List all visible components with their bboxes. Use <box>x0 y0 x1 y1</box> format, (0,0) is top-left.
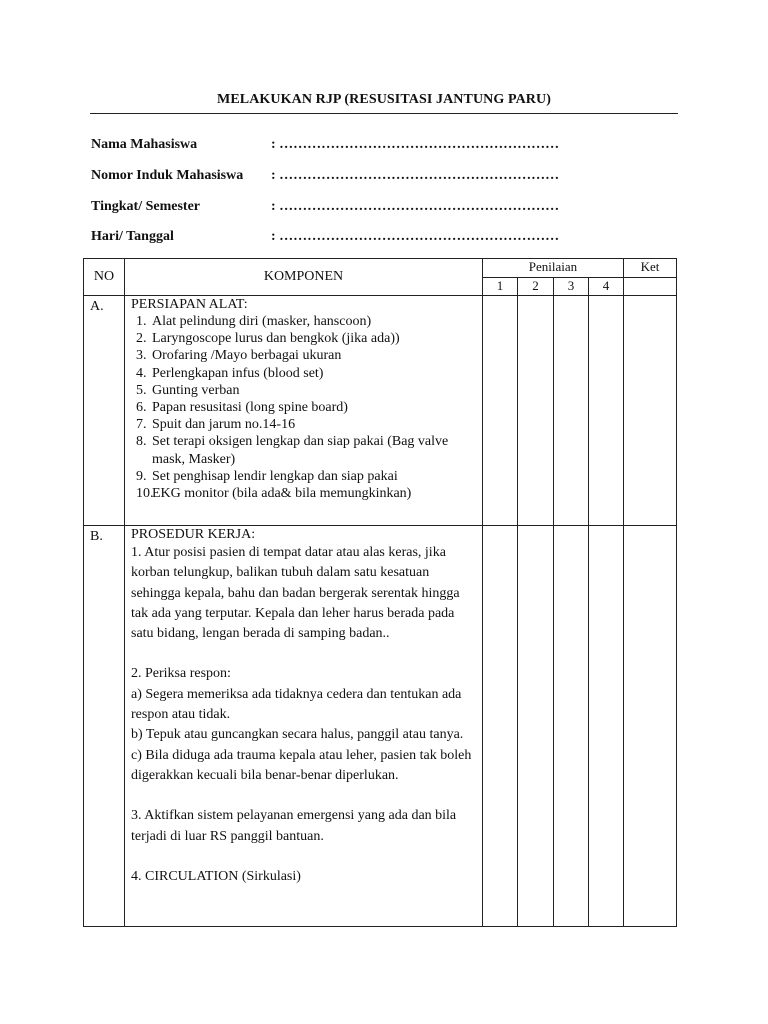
header-score-3: 3 <box>554 278 589 296</box>
procedure-text <box>125 543 482 887</box>
field-value: : …………………………………………………… <box>271 168 560 183</box>
procedure-paragraph: 4. CIRCULATION (Sirkulasi) <box>131 868 301 884</box>
list-item: 8. Set terapi oksigen lengkap dan siap pakai (Bag valve mask, Masker) <box>136 434 449 467</box>
score-cell[interactable] <box>554 296 589 526</box>
procedure-paragraph: 1. Atur posisi pasien di tempat datar atau alas keras, jika korban telungkup, balikan tubuh dalam satu kesatuan sehingga kepala, bahu dan badan bergerak serentak hingga tak ada yang terputar. Kepala dan leher harus berada pada satu bidang, lengan berada di samping badan.. <box>131 545 460 642</box>
procedure-paragraph: a) Segera memeriksa ada tidaknya cedera dan tentukan ada respon atau tidak. <box>131 686 462 723</box>
section-no: B. <box>84 526 125 927</box>
section-content <box>125 296 483 526</box>
procedure-paragraph: b) Tepuk atau guncangkan secara halus, panggil atau tanya. <box>131 727 464 743</box>
field-value: : …………………………………………………… <box>271 137 560 152</box>
procedure-paragraph: 2. Periksa respon: <box>131 666 231 682</box>
field-value: : …………………………………………………… <box>271 229 560 244</box>
score-cell[interactable] <box>554 526 589 927</box>
score-cell[interactable] <box>483 296 518 526</box>
list-item: 7. Spuit dan jarum no.14-16 <box>136 417 296 433</box>
field-label: Hari/ Tanggal <box>91 229 174 244</box>
list-item: 5. Gunting verban <box>136 382 240 398</box>
header-score-4: 4 <box>589 278 624 296</box>
field-label: Tingkat/ Semester <box>91 199 201 214</box>
section-title: PROSEDUR KERJA: <box>131 527 256 542</box>
header-penilaian: Penilaian <box>483 259 624 278</box>
ket-cell[interactable] <box>624 296 677 526</box>
section-row-a <box>84 296 677 526</box>
header-ket-blank <box>624 278 677 296</box>
list-item: 10. EKG monitor (bila ada& bila memungkinkan) <box>136 486 412 502</box>
list-item: 1. Alat pelindung diri (masker, hanscoon) <box>136 314 372 329</box>
title-divider <box>90 113 678 114</box>
section-row-b <box>84 526 677 927</box>
header-ket: Ket <box>624 259 677 278</box>
list-item: 2. Laryngoscope lurus dan bengkok (jika ada)) <box>136 331 400 347</box>
assessment-table <box>83 258 677 927</box>
section-content <box>125 526 483 927</box>
header-score-1: 1 <box>483 278 518 296</box>
list-item: 9. Set penghisap lendir lengkap dan siap pakai <box>136 468 398 484</box>
procedure-paragraph: 3. Aktifkan sistem pelayanan emergensi yang ada dan bila terjadi di luar RS panggil bantuan. <box>131 808 457 844</box>
field-value: : …………………………………………………… <box>271 199 560 214</box>
score-cell[interactable] <box>483 526 518 927</box>
list-item: 3. Orofaring /Mayo berbagai ukuran <box>136 348 342 364</box>
score-cell[interactable] <box>518 526 554 927</box>
list-item: 4. Perlengkapan infus (blood set) <box>136 365 324 381</box>
header-komponen: KOMPONEN <box>125 259 483 296</box>
list-item: 6. Papan resusitasi (long spine board) <box>136 400 348 416</box>
field-label: Nomor Induk Mahasiswa <box>91 168 244 183</box>
field-label: Nama Mahasiswa <box>91 137 198 152</box>
equipment-list <box>125 313 482 502</box>
document-title: MELAKUKAN RJP (RESUSITASI JANTUNG PARU) <box>217 92 551 107</box>
procedure-paragraph: c) Bila diduga ada trauma kepala atau leher, pasien tak boleh digerakkan kecuali bila benar-benar diperlukan. <box>131 747 472 783</box>
section-no: A. <box>84 296 125 526</box>
score-cell[interactable] <box>518 296 554 526</box>
header-no: NO <box>84 259 125 296</box>
score-cell[interactable] <box>589 296 624 526</box>
score-cell[interactable] <box>589 526 624 927</box>
header-score-2: 2 <box>518 278 554 296</box>
ket-cell[interactable] <box>624 526 677 927</box>
section-title: PERSIAPAN ALAT: <box>131 297 248 312</box>
